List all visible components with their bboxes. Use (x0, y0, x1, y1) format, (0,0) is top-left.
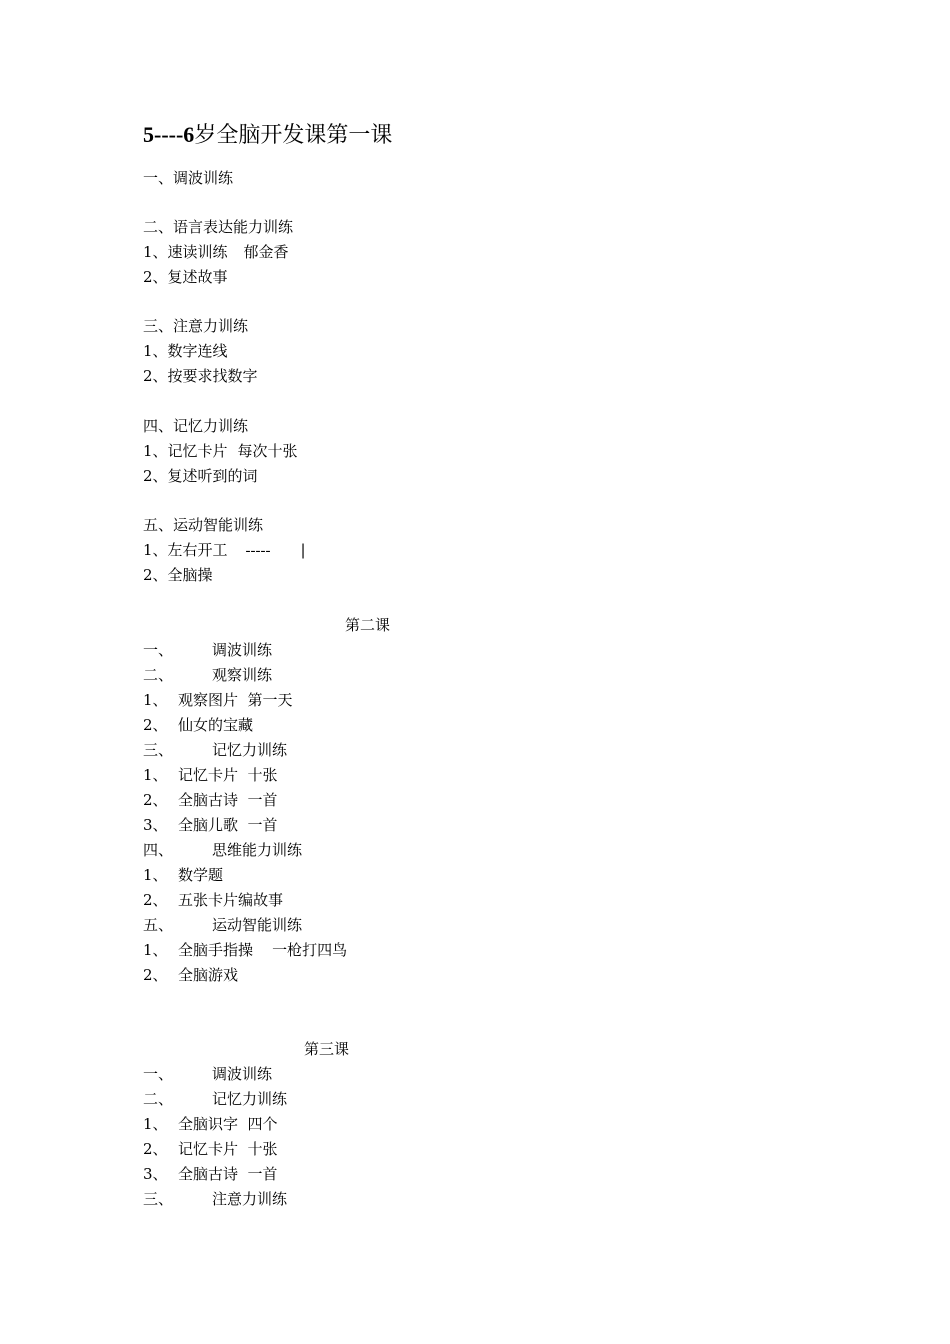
lesson1-section4: 四、记忆力训练 (143, 417, 249, 435)
item-text: 全脑游戏 (178, 966, 239, 984)
item-text: 数学题 (178, 866, 224, 884)
item-number: 3、 (143, 816, 168, 834)
item-note: 郁金香 (243, 243, 289, 261)
item-text: 全脑古诗 一首 (178, 1165, 278, 1183)
item-number: 2、 (143, 891, 168, 909)
item-number: 三、 (143, 741, 174, 759)
item-text: 1、速读训练 (143, 243, 228, 261)
item-note: 每次十张 (237, 442, 298, 460)
lesson2-section2-item2 (143, 713, 253, 737)
lesson1-section2-item2: 2、复述故事 (143, 268, 228, 286)
lesson3-section1 (143, 1062, 272, 1086)
item-text: 思维能力训练 (212, 841, 303, 859)
lesson3-section2-item3 (143, 1162, 278, 1186)
lesson2-section3-item3 (143, 813, 278, 837)
item-text: 全脑识字 四个 (178, 1115, 278, 1133)
item-text: 五张卡片编故事 (178, 891, 284, 909)
lesson1-section4-item2: 2、复述听到的词 (143, 467, 258, 485)
lesson3-section2-item2 (143, 1137, 278, 1161)
item-number: 1、 (143, 691, 168, 709)
item-number: 2、 (143, 791, 168, 809)
title-age-range: 5----6 (143, 122, 195, 147)
lesson2-section2-item1 (143, 688, 293, 712)
lesson2-section3-item1 (143, 763, 278, 787)
item-number: 一、 (143, 1065, 174, 1083)
title-text: 岁全脑开发课第一课 (194, 123, 393, 148)
item-text: 记忆卡片 十张 (178, 1140, 278, 1158)
item-text: 调波训练 (212, 641, 273, 659)
item-number: 二、 (143, 666, 174, 684)
lesson2-section5-item2 (143, 963, 238, 987)
document-title (143, 120, 392, 151)
lesson2-section5-item1 (143, 938, 347, 962)
lesson1-section5: 五、运动智能训练 (143, 516, 264, 534)
item-text: 运动智能训练 (212, 916, 303, 934)
item-text: 全脑古诗 一首 (178, 791, 278, 809)
lesson1-section3-item1: 1、数字连线 (143, 342, 228, 360)
lesson1-section5-item1 (143, 538, 306, 562)
lesson1-section2: 二、语言表达能力训练 (143, 218, 294, 236)
lesson2-section4 (143, 838, 302, 862)
item-dash: ----- (245, 543, 271, 559)
lesson2-section3 (143, 738, 287, 762)
item-number: 1、 (143, 1115, 168, 1133)
lesson1-section2-item1 (143, 240, 289, 264)
lesson1-section5-item2: 2、全脑操 (143, 566, 213, 584)
item-number: 3、 (143, 1165, 168, 1183)
lesson2-section4-item2 (143, 888, 283, 912)
item-text: 仙女的宝藏 (178, 716, 254, 734)
item-number: 二、 (143, 1090, 174, 1108)
item-number: 2、 (143, 716, 168, 734)
item-text: 调波训练 (212, 1065, 273, 1083)
lesson2-section1 (143, 638, 272, 662)
item-text: 观察训练 (212, 666, 273, 684)
item-text: 1、左右开工 (143, 541, 228, 559)
item-number: 五、 (143, 916, 174, 934)
item-number: 2、 (143, 1140, 168, 1158)
item-bar: | (300, 541, 306, 559)
item-text: 全脑儿歌 一首 (178, 816, 278, 834)
item-text: 注意力训练 (212, 1190, 288, 1208)
item-number: 一、 (143, 641, 174, 659)
lesson1-section3-item2: 2、按要求找数字 (143, 367, 258, 385)
item-text: 记忆力训练 (212, 741, 288, 759)
item-text: 记忆卡片 十张 (178, 766, 278, 784)
lesson2-heading: 第二课 (345, 616, 391, 634)
item-text: 全脑手指操 一枪打四鸟 (178, 941, 348, 959)
item-number: 2、 (143, 966, 168, 984)
lesson3-section3 (143, 1187, 287, 1211)
item-number: 1、 (143, 866, 168, 884)
lesson1-section3: 三、注意力训练 (143, 317, 249, 335)
item-text: 1、记忆卡片 (143, 442, 228, 460)
lesson2-section3-item2 (143, 788, 278, 812)
lesson1-section4-item1 (143, 439, 298, 463)
lesson3-heading: 第三课 (304, 1040, 350, 1058)
lesson2-section5 (143, 913, 302, 937)
lesson2-section2 (143, 663, 272, 687)
lesson3-section2 (143, 1087, 287, 1111)
item-number: 1、 (143, 766, 168, 784)
item-text: 记忆力训练 (212, 1090, 288, 1108)
lesson2-section4-item1 (143, 863, 223, 887)
item-number: 三、 (143, 1190, 174, 1208)
lesson1-section1: 一、调波训练 (143, 169, 234, 187)
item-text: 观察图片 第一天 (178, 691, 293, 709)
item-number: 四、 (143, 841, 174, 859)
item-number: 1、 (143, 941, 168, 959)
lesson3-section2-item1 (143, 1112, 278, 1136)
